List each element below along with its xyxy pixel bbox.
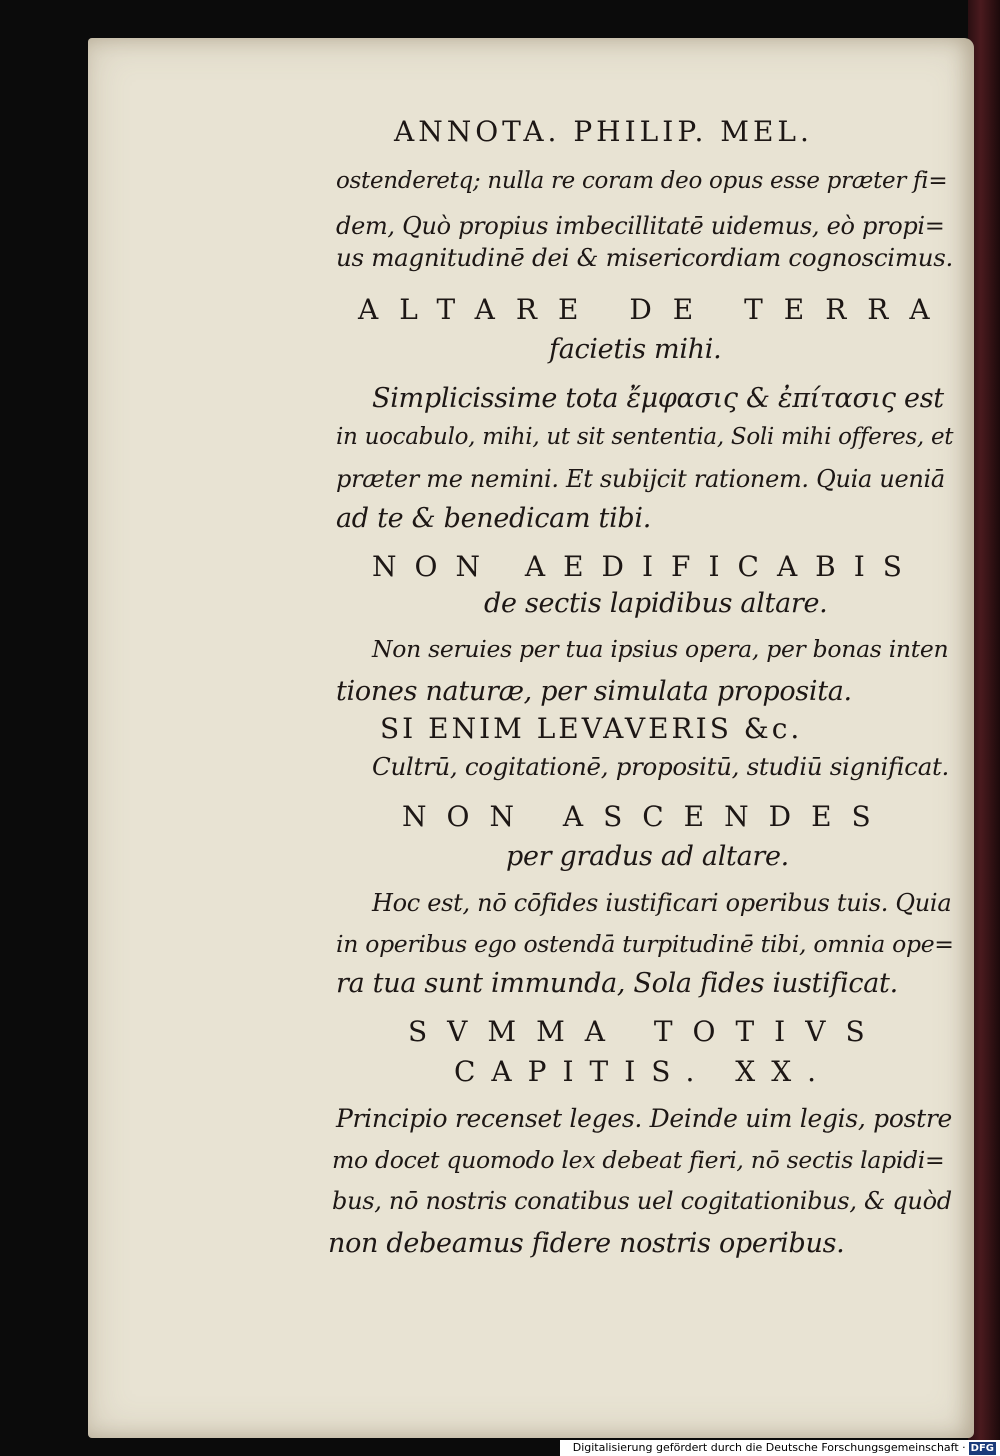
credit-text: Digitalisierung gefördert durch die Deutsche Forschungsgemeinschaft ·	[572, 1441, 966, 1454]
section-subheading: de sectis lapidibus altare.	[484, 588, 828, 619]
section-heading: ALTARE DE TERRA	[358, 293, 951, 326]
text-line: ra tua sunt immunda, Sola fides iustificat.	[336, 968, 898, 999]
section-heading: SI ENIM LEVAVERIS &c.	[380, 712, 803, 745]
text-line: dem, Quò propius imbecillitatē uidemus, eò propi=	[336, 212, 945, 240]
section-heading: SVMMA TOTIVS	[408, 1015, 885, 1048]
text-line: ad te & benedicam tibi.	[336, 503, 652, 534]
text-line: non debeamus fidere nostris operibus.	[328, 1228, 845, 1259]
text-line: us magnitudinē dei & misericordiam cognoscimus.	[336, 243, 953, 272]
digitization-credit	[560, 1440, 1000, 1456]
text-line: præter me nemini. Et subijcit rationem. Quia ueniā	[336, 465, 945, 493]
text-line: Cultrū, cogitationē, propositū, studiū significat.	[372, 752, 950, 781]
section-heading: CAPITIS. XX.	[454, 1055, 833, 1088]
text-line: Simplicissime tota ἔμφασις & ἐπίτασις est	[372, 383, 944, 414]
dfg-logo: DFG	[970, 1443, 994, 1454]
section-subheading: facietis mihi.	[549, 334, 722, 365]
book-page	[88, 38, 974, 1438]
text-line: in uocabulo, mihi, ut sit sententia, Soli mihi offeres, et	[336, 424, 954, 450]
section-subheading: per gradus ad altare.	[506, 841, 789, 872]
text-line: bus, nō nostris conatibus uel cogitationibus, & quòd	[332, 1187, 952, 1215]
section-heading: NON AEDIFICABIS	[372, 550, 920, 583]
text-line: Hoc est, nō cōfides iustificari operibus tuis. Quia	[372, 889, 952, 917]
text-line: tiones naturæ, per simulata proposita.	[336, 676, 852, 707]
section-heading: NON ASCENDES	[402, 800, 891, 833]
text-line: Principio recenset leges. Deinde uim legis, postre	[336, 1104, 953, 1133]
text-line: mo docet quomodo lex debeat fieri, nō sectis lapidi=	[332, 1146, 945, 1174]
text-line: ostenderetq; nulla re coram deo opus esse præter fi=	[336, 168, 948, 194]
text-line: in operibus ego ostendā turpitudinē tibi, omnia ope=	[336, 930, 954, 958]
running-header: ANNOTA. PHILIP. MEL.	[394, 115, 813, 148]
text-line: Non seruies per tua ipsius opera, per bonas inten	[372, 635, 949, 663]
